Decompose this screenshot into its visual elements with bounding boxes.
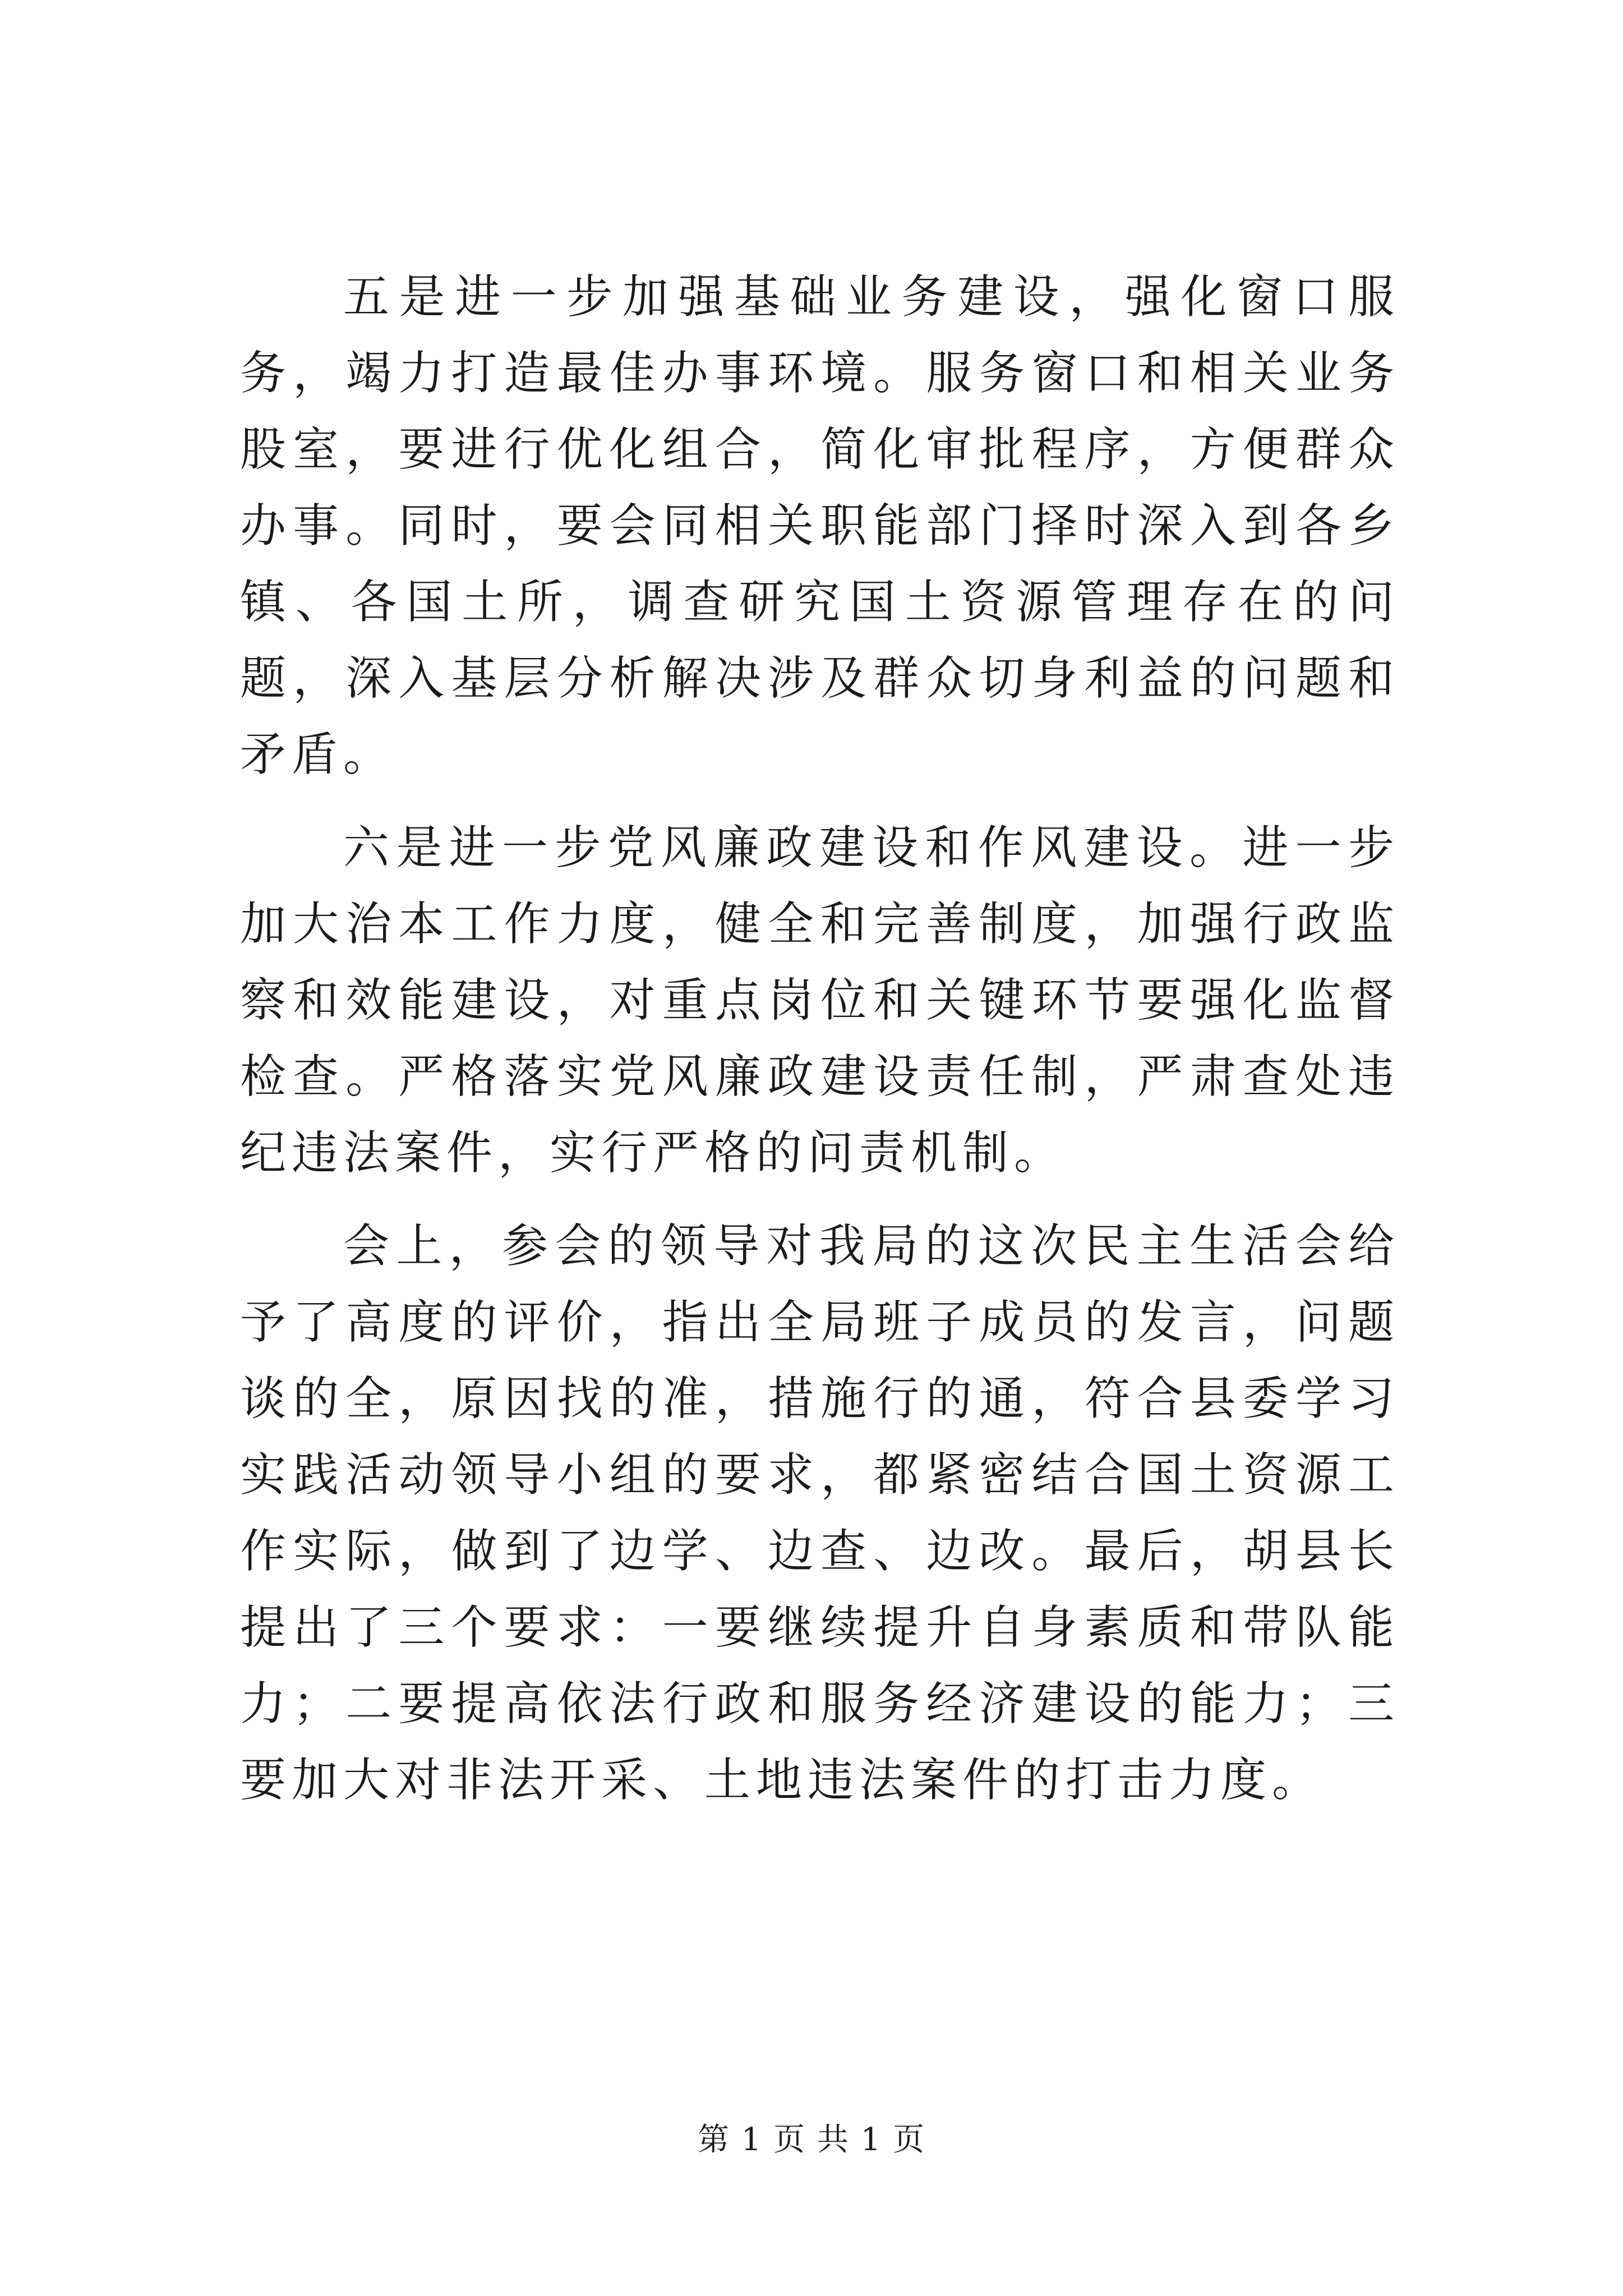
- paragraph-six: 六是进一步党风廉政建设和作风建设。进一步加大治本工作力度，健全和完善制度，加强行政监察和效能建设，对重点岗位和关键环节要强化监督检查。严格落实党风廉政建设责任制，严肃查处违纪违法案件，实行严格的问责机制。: [240, 821, 1400, 1180]
- paragraph-five: 五是进一步加强基础业务建设，强化窗口服务，竭力打造最佳办事环境。服务窗口和相关业务股室，要进行优化组合，简化审批程序，方便群众办事。同时，要会同相关职能部门择时深入到各乡镇、各国土所，调查研究国土资源管理存在的问题，深入基层分析解决涉及群众切身利益的问题和矛盾。: [240, 270, 1400, 781]
- paragraph-meeting-summary: 会上，参会的领导对我局的这次民主生活会给予了高度的评价，指出全局班子成员的发言，问题谈的全，原因找的准，措施行的通，符合县委学习实践活动领导小组的要求，都紧密结合国土资源工作实际，做到了边学、边查、边改。最后，胡县长提出了三个要求：一要继续提升自身素质和带队能力；二要提高依法行政和服务经济建设的能力；三要加大对非法开采、土地违法案件的打击力度。: [240, 1220, 1400, 1807]
- page-footer: [0, 2120, 1623, 2160]
- page-number: 第 1 页 共 1 页: [697, 2122, 926, 2158]
- document-body: [240, 259, 1400, 1835]
